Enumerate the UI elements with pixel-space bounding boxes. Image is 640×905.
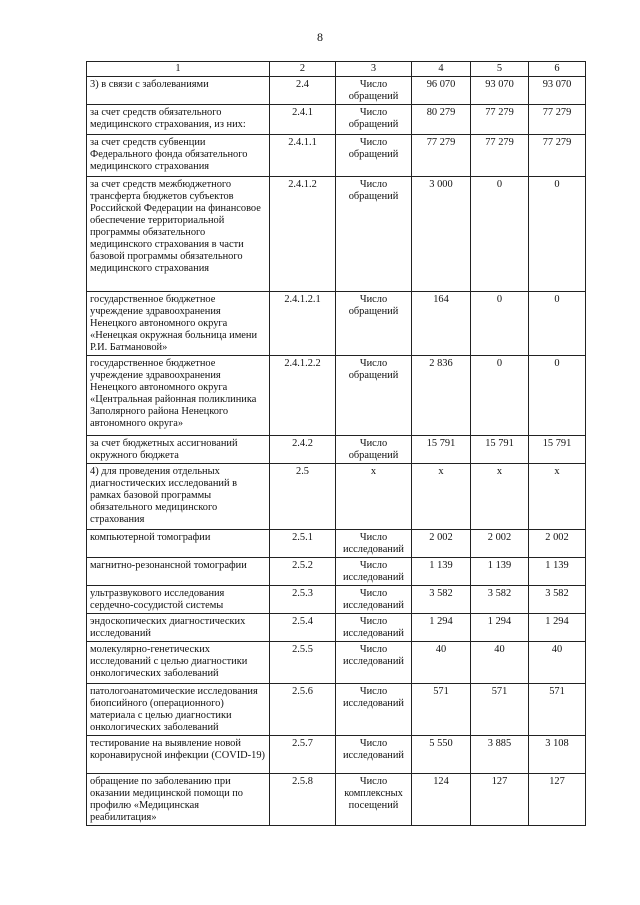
row-value-cell: 0 [529, 356, 586, 436]
row-value-cell: 77 279 [529, 135, 586, 177]
row-value-cell: 1 139 [471, 558, 529, 586]
row-value-cell: 1 294 [471, 614, 529, 642]
row-name-cell: государственное бюджетное учреждение здравоохранения Ненецкого автономного округа «Центральная районная поликлиника Заполярного района Ненецкого автономного округа» [87, 356, 270, 436]
row-value-cell: 93 070 [471, 77, 529, 105]
row-value-cell: 124 [412, 774, 471, 826]
row-name-cell: обращение по заболеванию при оказании медицинской помощи по профилю «Медицинская реабилитация» [87, 774, 270, 826]
row-unit-cell: Число обращений [336, 292, 412, 356]
row-value-cell: 1 139 [412, 558, 471, 586]
table-row [87, 77, 586, 105]
row-value-cell: 40 [412, 642, 471, 684]
row-unit-cell: Число исследований [336, 614, 412, 642]
row-name-cell: компьютерной томографии [87, 530, 270, 558]
row-value-cell: 2 836 [412, 356, 471, 436]
header-cell: 3 [336, 62, 412, 77]
row-name-cell: государственное бюджетное учреждение здравоохранения Ненецкого автономного округа «Ненецкая окружная больница имени Р.И. Батмановой» [87, 292, 270, 356]
table-row [87, 614, 586, 642]
table-row [87, 105, 586, 135]
table-row [87, 684, 586, 736]
row-value-cell: 3 885 [471, 736, 529, 774]
row-name-cell: тестирование на выявление новой коронавирусной инфекции (COVID-19) [87, 736, 270, 774]
row-code-cell: 2.4.1.1 [270, 135, 336, 177]
table-row [87, 292, 586, 356]
row-name-cell: молекулярно-генетических исследований с целью диагностики онкологических заболеваний [87, 642, 270, 684]
row-value-cell: 0 [471, 356, 529, 436]
row-value-cell: 77 279 [412, 135, 471, 177]
row-value-cell: 77 279 [529, 105, 586, 135]
table-row [87, 356, 586, 436]
row-unit-cell: Число обращений [336, 436, 412, 464]
header-cell: 1 [87, 62, 270, 77]
row-name-cell: за счет средств межбюджетного трансферта бюджетов субъектов Российской Федерации на финансовое обеспечение территориальной программы обязательного медицинского страхования в части базовой программы обязательного медицинского страхования [87, 177, 270, 292]
row-value-cell: 127 [471, 774, 529, 826]
table-row [87, 177, 586, 292]
row-value-cell: 15 791 [529, 436, 586, 464]
row-name-cell: магнитно-резонансной томографии [87, 558, 270, 586]
row-value-cell: 571 [529, 684, 586, 736]
row-value-cell: 40 [529, 642, 586, 684]
row-code-cell: 2.5.6 [270, 684, 336, 736]
row-unit-cell: Число исследований [336, 586, 412, 614]
row-code-cell: 2.4.1 [270, 105, 336, 135]
row-unit-cell: Число исследований [336, 642, 412, 684]
table-row [87, 558, 586, 586]
row-value-cell: 15 791 [471, 436, 529, 464]
row-unit-cell: Число исследований [336, 530, 412, 558]
row-value-cell: 3 582 [412, 586, 471, 614]
row-value-cell: 2 002 [471, 530, 529, 558]
row-value-cell: 0 [471, 292, 529, 356]
row-value-cell: 3 108 [529, 736, 586, 774]
row-unit-cell: Число исследований [336, 736, 412, 774]
row-value-cell: 5 550 [412, 736, 471, 774]
row-value-cell: 571 [412, 684, 471, 736]
row-value-cell: 2 002 [529, 530, 586, 558]
row-code-cell: 2.5.8 [270, 774, 336, 826]
row-value-cell: 3 582 [471, 586, 529, 614]
row-value-cell: 164 [412, 292, 471, 356]
row-name-cell: за счет бюджетных ассигнований окружного бюджета [87, 436, 270, 464]
row-name-cell: за счет средств обязательного медицинского страхования, из них: [87, 105, 270, 135]
row-unit-cell: Число обращений [336, 135, 412, 177]
header-cell: 5 [471, 62, 529, 77]
row-unit-cell: Число обращений [336, 356, 412, 436]
row-code-cell: 2.5.7 [270, 736, 336, 774]
row-code-cell: 2.5.4 [270, 614, 336, 642]
row-name-cell: за счет средств субвенции Федерального фонда обязательного медицинского страхования [87, 135, 270, 177]
row-code-cell: 2.4.1.2.2 [270, 356, 336, 436]
row-value-cell: х [529, 464, 586, 530]
table-row [87, 642, 586, 684]
row-code-cell: 2.5.3 [270, 586, 336, 614]
row-name-cell: ультразвукового исследования сердечно-сосудистой системы [87, 586, 270, 614]
page-number: 8 [317, 30, 323, 44]
table-row [87, 586, 586, 614]
header-row [87, 62, 586, 77]
header-cell: 2 [270, 62, 336, 77]
row-unit-cell: Число исследований [336, 558, 412, 586]
row-value-cell: 0 [529, 177, 586, 292]
row-value-cell: 1 294 [412, 614, 471, 642]
row-code-cell: 2.4.2 [270, 436, 336, 464]
row-name-cell: 3) в связи с заболеваниями [87, 77, 270, 105]
row-code-cell: 2.5.5 [270, 642, 336, 684]
row-value-cell: 1 139 [529, 558, 586, 586]
row-value-cell: 77 279 [471, 135, 529, 177]
row-value-cell: 1 294 [529, 614, 586, 642]
table-row [87, 436, 586, 464]
row-value-cell: 40 [471, 642, 529, 684]
volume-table [86, 61, 586, 826]
row-value-cell: 77 279 [471, 105, 529, 135]
row-value-cell: 0 [471, 177, 529, 292]
row-value-cell: 80 279 [412, 105, 471, 135]
table-row [87, 464, 586, 530]
row-name-cell: 4) для проведения отдельных диагностических исследований в рамках базовой программы обязательного медицинского страхования [87, 464, 270, 530]
row-unit-cell: Число комплексных посещений [336, 774, 412, 826]
row-value-cell: 2 002 [412, 530, 471, 558]
table-row [87, 736, 586, 774]
table-row [87, 774, 586, 826]
row-unit-cell: Число обращений [336, 177, 412, 292]
row-unit-cell: Число исследований [336, 684, 412, 736]
row-unit-cell: Число обращений [336, 77, 412, 105]
row-value-cell: 127 [529, 774, 586, 826]
header-cell: 4 [412, 62, 471, 77]
header-cell: 6 [529, 62, 586, 77]
row-value-cell: 93 070 [529, 77, 586, 105]
row-code-cell: 2.5.2 [270, 558, 336, 586]
row-code-cell: 2.5.1 [270, 530, 336, 558]
row-code-cell: 2.4.1.2.1 [270, 292, 336, 356]
row-unit-cell: х [336, 464, 412, 530]
row-unit-cell: Число обращений [336, 105, 412, 135]
row-value-cell: 3 000 [412, 177, 471, 292]
row-value-cell: х [412, 464, 471, 530]
row-value-cell: 96 070 [412, 77, 471, 105]
row-name-cell: эндоскопических диагностических исследований [87, 614, 270, 642]
table-row [87, 530, 586, 558]
table-row [87, 135, 586, 177]
row-code-cell: 2.4 [270, 77, 336, 105]
row-value-cell: 3 582 [529, 586, 586, 614]
row-code-cell: 2.5 [270, 464, 336, 530]
row-value-cell: 15 791 [412, 436, 471, 464]
row-value-cell: х [471, 464, 529, 530]
row-value-cell: 0 [529, 292, 586, 356]
row-code-cell: 2.4.1.2 [270, 177, 336, 292]
row-name-cell: патологоанатомические исследования биопсийного (операционного) материала с целью диагностики онкологических заболеваний [87, 684, 270, 736]
row-value-cell: 571 [471, 684, 529, 736]
